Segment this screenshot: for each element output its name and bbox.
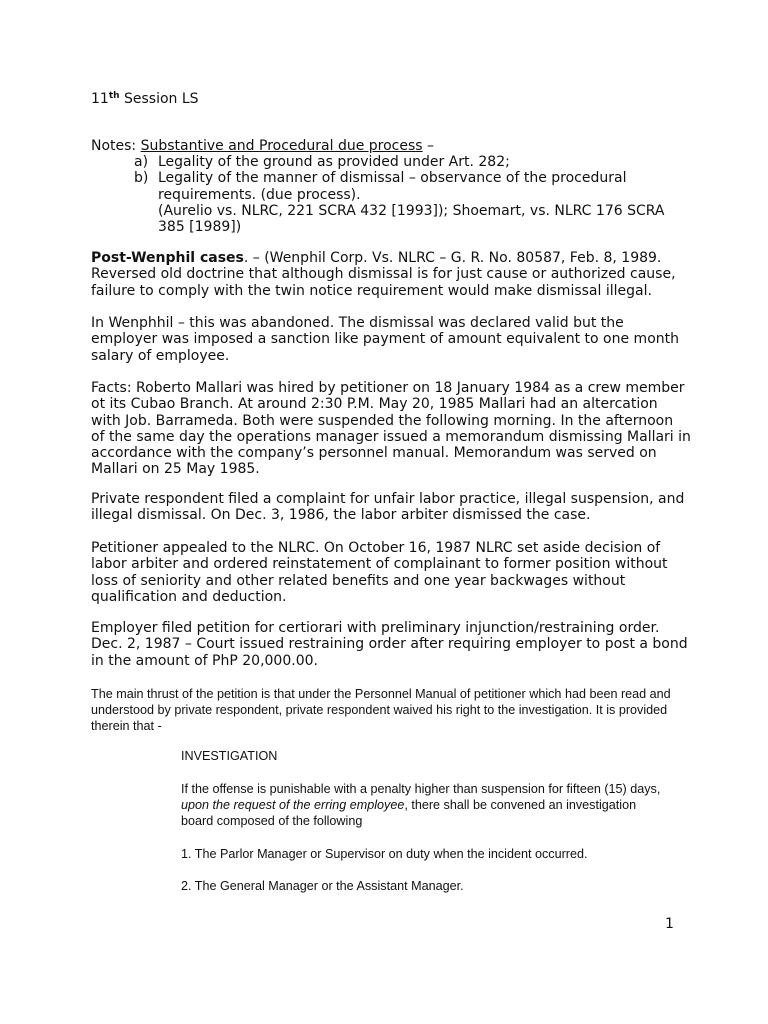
notes-list [134,154,694,235]
facts-paragraph: Facts: Roberto Mallari was hired by petitioner on 18 January 1984 as a crew member ot its Cubao Branch. At around 2:30 P.M. May 20, 1985 Mallari had an altercation with Job. Barrameda. Both were suspended the following morning. In the afternoon of the same day the operations manager issued a memorandum dismissing Mallari in accordance with the company’s personnel manual. Memorandum was served on Mallari on 25 May 1985. [91,380,691,478]
notes-topic: Substantive and Procedural due process [140,138,423,154]
notes-list-item: a) Legality of the ground as provided under Art. 282; [134,154,510,170]
investigation-body: If the offense is punishable with a penalty higher than suspension for fifteen (15) days, upon the request of the erring employee, there shall be convened an investigation board composed of the following [181,782,661,828]
page-number: 1 [665,916,674,932]
paragraph: Private respondent filed a complaint for unfair labor practice, illegal suspension, and illegal dismissal. On Dec. 3, 1986, the labor arbiter dismissed the case. [91,491,685,524]
session-title: 11th Session LS [91,91,199,107]
quoted-intro-paragraph: The main thrust of the petition is that under the Personnel Manual of petitioner which had been read and understood by private respondent, private respondent waived his right to the investigation. It is provided therein that - [91,687,671,733]
notes-list-item: b) Legality of the manner of dismissal – observance of the procedural requirements. (due process). (Aurelio vs. NLRC, 221 SCRA 432 [1993]); Shoemart, vs. NLRC 176 SCRA 385 [1989]) [134,170,694,235]
notes-heading: Notes: Substantive and Procedural due process – [91,138,435,154]
paragraph: In Wenphhil – this was abandoned. The dismissal was declared valid but the employer was imposed a sanction like payment of amount equivalent to one month salary of employee. [91,315,679,364]
post-wenphil-heading: Post-Wenphil cases [91,250,244,266]
post-wenphil-paragraph: Post-Wenphil cases. – (Wenphil Corp. Vs. NLRC – G. R. No. 80587, Feb. 8, 1989. Reversed old doctrine that although dismissal is for just cause or authorized cause, failure to comply with the twin notice requirement would make dismissal illegal. [91,250,676,299]
paragraph: Employer filed petition for certiorari with preliminary injunction/restraining order. Dec. 2, 1987 – Court issued restraining order after requiring employer to post a bond in the amount of PhP 20,000.00. [91,620,688,669]
investigation-item: 2. The General Manager or the Assistant Manager. [181,879,464,893]
case-citation: (Aurelio vs. NLRC, 221 SCRA 432 [1993]); Shoemart, vs. NLRC 176 SCRA 385 [1989]) [158,202,665,236]
paragraph: Petitioner appealed to the NLRC. On October 16, 1987 NLRC set aside decision of labor arbiter and ordered reinstatement of complainant to former position without loss of seniority and other related benefits and one year backwages without qualification and deduction. [91,540,668,605]
investigation-heading: INVESTIGATION [181,749,278,763]
investigation-item: 1. The Parlor Manager or Supervisor on duty when the incident occurred. [181,847,588,861]
